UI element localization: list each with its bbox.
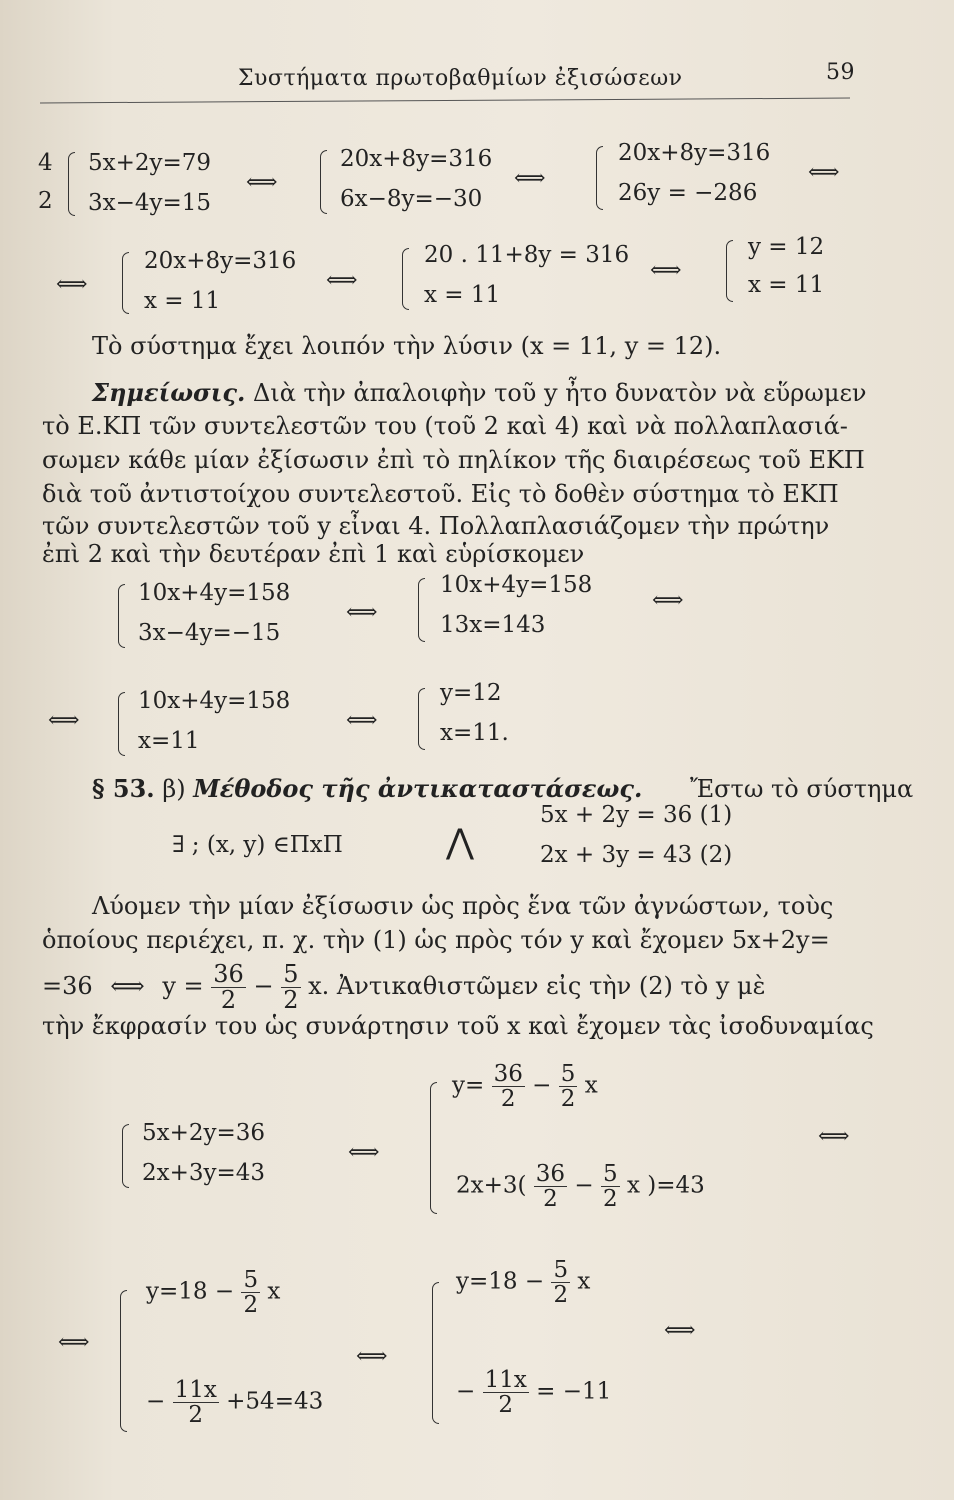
brace xyxy=(430,1082,437,1214)
equation: x = 11 xyxy=(424,282,501,308)
section-rest: Ἔστω τὸ σύστημα xyxy=(689,775,914,803)
equivalence-arrow: ⟺ xyxy=(326,268,358,293)
brace xyxy=(118,584,125,648)
brace xyxy=(432,1282,439,1424)
equivalence-arrow: ⟺ xyxy=(110,972,145,1001)
equation-with-fraction: 2x+3( $\frac{36}{2}$ − $\frac{5}{2}$ x )=43 xyxy=(456,1161,705,1213)
equation: 20x+8y=316 xyxy=(144,248,297,274)
equation-with-fraction: y=18 − $\frac{5}{2}$ x xyxy=(146,1267,281,1319)
equation: 20x+8y=316 xyxy=(618,140,771,166)
para-line: ὁποίους περιέχει, π. χ. τὴν (1) ὡς πρὸς τόν y καὶ ἔχομεν 5x+2y= xyxy=(42,926,830,954)
equation: 3x−4y=−15 xyxy=(138,620,281,646)
brace xyxy=(418,578,425,642)
header-rule xyxy=(40,98,850,104)
equivalence-arrow: ⟺ xyxy=(246,170,278,195)
equation: 26y = −286 xyxy=(618,180,758,206)
equivalence-arrow: ⟺ xyxy=(652,588,684,613)
para-text: y = xyxy=(162,972,204,1001)
running-header: Συστήματα πρωτοβαθμίων ἐξισώσεων xyxy=(238,66,683,91)
note-line: διὰ τοῦ ἀντιστοίχου συντελεστοῦ. Εἰς τὸ δοθὲν σύστημα τὸ ΕΚΠ xyxy=(42,480,839,508)
brace xyxy=(120,1290,127,1432)
note-text: Διὰ τὴν ἀπαλοιφὴν τοῦ y ἦτο δυνατὸν νὰ εὕρωμεν xyxy=(252,379,867,407)
brace xyxy=(68,152,75,216)
equivalence-arrow: ⟺ xyxy=(48,708,80,733)
equation: 5x+2y=36 xyxy=(142,1120,266,1146)
equation: 20x+8y=316 xyxy=(340,146,493,172)
equation-with-fraction: − $\frac{11x}{2}$ +54=43 xyxy=(146,1377,324,1429)
equation: 3x−4y=15 xyxy=(88,190,212,216)
para-line: τὴν ἔκφρασίν του ὡς συνάρτησιν τοῦ x καὶ ἔχομεν τὰς ἰσοδυναμίας xyxy=(42,1012,874,1040)
equation: x = 11 xyxy=(748,272,825,298)
equation: 6x−8y=−30 xyxy=(340,186,483,212)
page-number: 59 xyxy=(826,60,855,85)
equivalence-arrow: ⟺ xyxy=(58,1330,90,1355)
equation-2: 2x + 3y = 43 (2) xyxy=(540,842,733,868)
brace xyxy=(726,240,733,302)
fraction: $\frac{5}{2}$ xyxy=(283,960,299,1015)
equivalence-arrow: ⟺ xyxy=(346,600,378,625)
equation: x = 11 xyxy=(144,288,221,314)
multiplier-top: 4 xyxy=(38,150,53,176)
equation-with-fraction: − $\frac{11x}{2}$ = −11 xyxy=(456,1367,612,1419)
note-line: σωμεν κάθε μίαν ἐξίσωσιν ἐπὶ τὸ πηλίκον τῆς διαιρέσεως τοῦ ΕΚΠ xyxy=(42,446,865,474)
solution-sentence: Τὸ σύστημα ἔχει λοιπόν τὴν λύσιν (x = 11, y = 12). xyxy=(92,332,722,360)
and-symbol: ⋀ xyxy=(446,822,474,862)
section-title: Μέθοδος τῆς ἀντικαταστάσεως. xyxy=(193,774,643,803)
equation: x=11 xyxy=(138,728,200,754)
note-line xyxy=(92,378,866,407)
para-line: Λύομεν τὴν μίαν ἐξίσωσιν ὡς πρὸς ἕνα τῶν ἀγνώστων, τοὺς xyxy=(92,892,834,920)
equation-with-fraction: y= $\frac{36}{2}$ − $\frac{5}{2}$ x xyxy=(452,1061,598,1113)
brace xyxy=(122,252,129,314)
section-number: § 53. xyxy=(92,774,155,803)
brace xyxy=(118,692,125,756)
fraction: $\frac{36}{2}$ xyxy=(213,960,244,1015)
equivalence-arrow: ⟺ xyxy=(650,258,682,283)
existence-statement: ∃ ; (x, y) ∈ΠxΠ xyxy=(172,832,343,858)
brace xyxy=(320,150,327,214)
equation: y=12 xyxy=(440,680,502,706)
equivalence-arrow: ⟺ xyxy=(808,160,840,185)
note-line: τὸ Ε.ΚΠ τῶν συντελεστῶν του (τοῦ 2 καὶ 4) καὶ νὰ πολλαπλασιά- xyxy=(42,412,848,440)
equation: 2x+3y=43 xyxy=(142,1160,266,1186)
equation: 10x+4y=158 xyxy=(440,572,593,598)
equivalence-arrow: ⟺ xyxy=(56,272,88,297)
equation-with-fraction: y=18 − $\frac{5}{2}$ x xyxy=(456,1257,591,1309)
brace xyxy=(596,146,603,210)
para-line-with-fraction: =36 ⟺ y = $\frac{36}{2}$ − $\frac{5}{2}$ x. Ἀντικαθιστῶμεν εἰς τὴν (2) τὸ y μὲ xyxy=(42,960,766,1015)
brace xyxy=(402,248,409,310)
note-line: τῶν συντελεστῶν τοῦ y εἶναι 4. Πολλαπλασιάζομεν τὴν πρώτην xyxy=(42,512,830,540)
equivalence-arrow: ⟺ xyxy=(346,708,378,733)
equation: 13x=143 xyxy=(440,612,546,638)
equation: x=11. xyxy=(440,720,509,746)
note-line: ἐπὶ 2 καὶ τὴν δευτέραν ἐπὶ 1 καὶ εὑρίσκομεν xyxy=(42,540,585,568)
brace xyxy=(418,688,425,750)
equivalence-arrow: ⟺ xyxy=(818,1124,850,1149)
note-label: Σημείωσις. xyxy=(92,378,246,407)
equivalence-arrow: ⟺ xyxy=(514,166,546,191)
section-heading xyxy=(92,774,913,803)
equation: 10x+4y=158 xyxy=(138,580,291,606)
equation: y = 12 xyxy=(748,234,825,260)
equation: 20 . 11+8y = 316 xyxy=(424,242,630,268)
equivalence-arrow: ⟺ xyxy=(664,1318,696,1343)
para-text: x. Ἀντικαθιστῶμεν εἰς τὴν (2) τὸ y μὲ xyxy=(308,972,766,1001)
equation-1: 5x + 2y = 36 (1) xyxy=(540,802,733,828)
equivalence-arrow: ⟺ xyxy=(356,1344,388,1369)
equation: 10x+4y=158 xyxy=(138,688,291,714)
equivalence-arrow: ⟺ xyxy=(348,1140,380,1165)
multiplier-bottom: 2 xyxy=(38,188,53,214)
para-text: =36 xyxy=(42,972,93,1001)
section-sub: β) xyxy=(162,775,186,803)
brace xyxy=(122,1124,129,1188)
equation: 5x+2y=79 xyxy=(88,150,212,176)
